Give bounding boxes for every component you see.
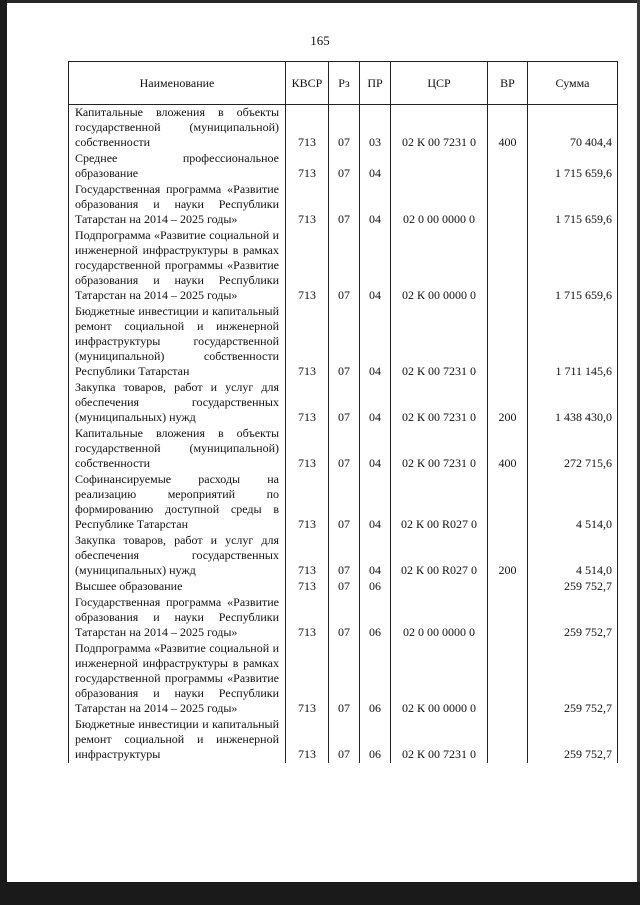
table-row xyxy=(69,151,618,182)
row-rz: 07 xyxy=(329,595,360,641)
row-rz: 07 xyxy=(329,579,360,595)
table-row xyxy=(69,105,618,152)
column-header-rz: Рз xyxy=(329,62,360,105)
row-csr: 02 0 00 0000 0 xyxy=(391,182,488,228)
table-row xyxy=(69,228,618,304)
row-kvsr: 713 xyxy=(286,228,329,304)
row-rz: 07 xyxy=(329,304,360,380)
row-sum: 259 752,7 xyxy=(528,579,618,595)
row-pr: 06 xyxy=(360,579,391,595)
table-row xyxy=(69,380,618,426)
column-header-kvsr: КВСР xyxy=(286,62,329,105)
table-row xyxy=(69,533,618,579)
row-sum: 4 514,0 xyxy=(528,533,618,579)
row-sum: 259 752,7 xyxy=(528,595,618,641)
scan-edge-top xyxy=(0,0,640,3)
row-vr: 400 xyxy=(488,105,528,152)
row-vr xyxy=(488,579,528,595)
row-kvsr: 713 xyxy=(286,595,329,641)
row-name: Закупка товаров, работ и услуг для обеспечения государственных (муниципальных) нужд xyxy=(69,380,286,426)
row-sum: 70 404,4 xyxy=(528,105,618,152)
row-name: Среднее профессиональное образование xyxy=(69,151,286,182)
row-csr: 02 К 00 7231 0 xyxy=(391,426,488,472)
row-rz: 07 xyxy=(329,380,360,426)
scan-edge-left xyxy=(0,0,7,905)
row-sum: 4 514,0 xyxy=(528,472,618,533)
row-vr xyxy=(488,182,528,228)
row-csr: 02 К 00 0000 0 xyxy=(391,641,488,717)
row-pr: 04 xyxy=(360,426,391,472)
row-sum: 272 715,6 xyxy=(528,426,618,472)
scan-edge-bottom xyxy=(0,882,640,905)
row-sum: 1 715 659,6 xyxy=(528,182,618,228)
row-pr: 03 xyxy=(360,105,391,152)
row-csr xyxy=(391,151,488,182)
table-row xyxy=(69,641,618,717)
row-csr xyxy=(391,579,488,595)
table-row xyxy=(69,304,618,380)
row-name: Софинансируемые расходы на реализацию мероприятий по формированию доступной среды в Республике Татарстан xyxy=(69,472,286,533)
row-csr: 02 К 00 7231 0 xyxy=(391,717,488,763)
row-vr xyxy=(488,595,528,641)
row-name: Бюджетные инвестиции и капитальный ремонт социальной и инженерной инфраструктуры государственной (муниципальной) собственности Республики Татарстан xyxy=(69,304,286,380)
row-name: Государственная программа «Развитие образования и науки Республики Татарстан на 2014 – 2025 годы» xyxy=(69,595,286,641)
row-vr xyxy=(488,472,528,533)
row-csr: 02 К 00 0000 0 xyxy=(391,228,488,304)
table-row xyxy=(69,579,618,595)
row-vr xyxy=(488,228,528,304)
row-rz: 07 xyxy=(329,151,360,182)
row-csr: 02 К 00 7231 0 xyxy=(391,380,488,426)
row-rz: 07 xyxy=(329,426,360,472)
row-sum: 259 752,7 xyxy=(528,717,618,763)
row-name: Высшее образование xyxy=(69,579,286,595)
row-pr: 04 xyxy=(360,228,391,304)
row-rz: 07 xyxy=(329,105,360,152)
row-kvsr: 713 xyxy=(286,717,329,763)
row-vr: 200 xyxy=(488,533,528,579)
row-name: Подпрограмма «Развитие социальной и инженерной инфраструктуры в рамках государственной программы «Развитие образования и науки Республики Татарстан на 2014 – 2025 годы» xyxy=(69,228,286,304)
table-row xyxy=(69,717,618,763)
row-csr: 02 К 00 7231 0 xyxy=(391,304,488,380)
row-vr: 400 xyxy=(488,426,528,472)
row-kvsr: 713 xyxy=(286,182,329,228)
row-pr: 04 xyxy=(360,151,391,182)
row-vr xyxy=(488,151,528,182)
row-vr: 200 xyxy=(488,380,528,426)
row-kvsr: 713 xyxy=(286,380,329,426)
column-header-name: Наименование xyxy=(69,62,286,105)
row-pr: 04 xyxy=(360,182,391,228)
row-sum: 1 711 145,6 xyxy=(528,304,618,380)
table-row xyxy=(69,595,618,641)
row-pr: 04 xyxy=(360,304,391,380)
row-name: Государственная программа «Развитие образования и науки Республики Татарстан на 2014 – 2025 годы» xyxy=(69,182,286,228)
row-kvsr: 713 xyxy=(286,304,329,380)
row-csr: 02 К 00 R027 0 xyxy=(391,472,488,533)
row-sum: 1 438 430,0 xyxy=(528,380,618,426)
row-kvsr: 713 xyxy=(286,151,329,182)
row-rz: 07 xyxy=(329,641,360,717)
row-kvsr: 713 xyxy=(286,641,329,717)
table-row xyxy=(69,182,618,228)
row-kvsr: 713 xyxy=(286,426,329,472)
column-header-csr: ЦСР xyxy=(391,62,488,105)
row-rz: 07 xyxy=(329,472,360,533)
page-number: 165 xyxy=(310,33,330,48)
row-csr: 02 К 00 R027 0 xyxy=(391,533,488,579)
row-pr: 04 xyxy=(360,472,391,533)
row-sum: 259 752,7 xyxy=(528,641,618,717)
row-pr: 06 xyxy=(360,641,391,717)
row-csr: 02 К 00 7231 0 xyxy=(391,105,488,152)
row-kvsr: 713 xyxy=(286,472,329,533)
row-vr xyxy=(488,641,528,717)
row-kvsr: 713 xyxy=(286,105,329,152)
row-name: Закупка товаров, работ и услуг для обеспечения государственных (муниципальных) нужд xyxy=(69,533,286,579)
row-vr xyxy=(488,304,528,380)
row-rz: 07 xyxy=(329,717,360,763)
row-csr: 02 0 00 0000 0 xyxy=(391,595,488,641)
row-name: Бюджетные инвестиции и капитальный ремонт социальной и инженерной инфраструктуры xyxy=(69,717,286,763)
row-name: Капитальные вложения в объекты государственной (муниципальной) собственности xyxy=(69,105,286,152)
row-sum: 1 715 659,6 xyxy=(528,228,618,304)
row-pr: 06 xyxy=(360,717,391,763)
row-pr: 04 xyxy=(360,380,391,426)
row-name: Подпрограмма «Развитие социальной и инженерной инфраструктуры в рамках государственной программы «Развитие образования и науки Республики Татарстан на 2014 – 2025 годы» xyxy=(69,641,286,717)
table-row xyxy=(69,426,618,472)
row-vr xyxy=(488,717,528,763)
row-rz: 07 xyxy=(329,182,360,228)
column-header-vr: ВР xyxy=(488,62,528,105)
row-kvsr: 713 xyxy=(286,533,329,579)
row-rz: 07 xyxy=(329,533,360,579)
column-header-sum: Сумма xyxy=(528,62,618,105)
row-sum: 1 715 659,6 xyxy=(528,151,618,182)
row-rz: 07 xyxy=(329,228,360,304)
row-pr: 06 xyxy=(360,595,391,641)
row-name: Капитальные вложения в объекты государственной (муниципальной) собственности xyxy=(69,426,286,472)
table-header-row xyxy=(69,62,618,105)
budget-table xyxy=(68,61,618,763)
row-kvsr: 713 xyxy=(286,579,329,595)
table-row xyxy=(69,472,618,533)
column-header-pr: ПР xyxy=(360,62,391,105)
row-pr: 04 xyxy=(360,533,391,579)
